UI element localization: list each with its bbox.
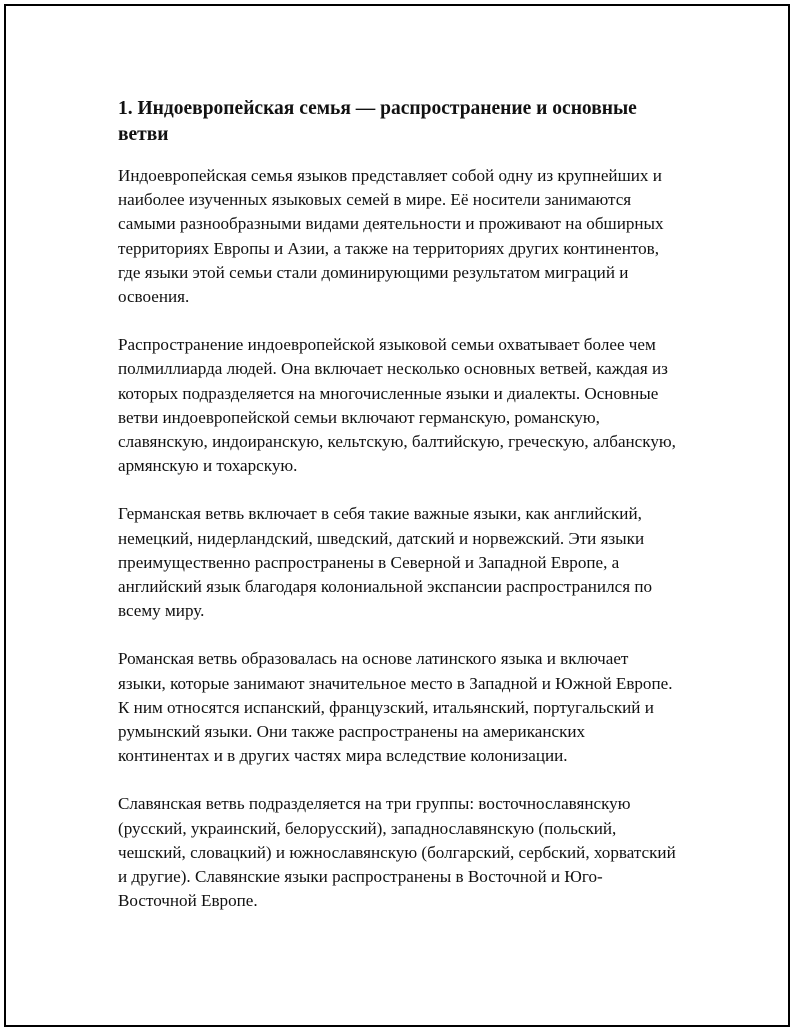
- document-body: [118, 96, 678, 937]
- section-heading: 1. Индоевропейская семья — распространение и основные ветви: [118, 98, 637, 145]
- paragraph-distribution: Распространение индоевропейской языковой семьи охватывает более чем полмиллиарда людей. Она включает несколько основных ветвей, каждая из которых подразделяется на многочисленные языки и диалекты. Основные ветви индоевропейской семьи включают германскую, романскую, славянскую, индоиранскую, кельтскую, балтийскую, греческую, албанскую, армянскую и тохарскую.: [118, 335, 676, 476]
- paragraph-germanic: Германская ветвь включает в себя такие важные языки, как английский, немецкий, нидерландский, шведский, датский и норвежский. Эти языки преимущественно распространены в Северной и Западной Европе, а английский язык благодаря колониальной экспансии распространился по всему миру.: [118, 504, 653, 621]
- paragraph-slavic: Славянская ветвь подразделяется на три группы: восточнославянскую (русский, украинский, белорусский), западнославянскую (польский, чешский, словацкий) и южнославянскую (болгарский, сербский, хорватский и другие). Славянские языки распространены в Восточной и Юго-Восточной Европе.: [118, 794, 676, 911]
- paragraph-romance: Романская ветвь образовалась на основе латинского языка и включает языки, которые занимают значительное место в Западной и Южной Европе. К ним относятся испанский, французский, итальянский, португальский и румынский языки. Они также распространены на американских континентах и в других частях мира вследствие колонизации.: [118, 649, 673, 766]
- paragraph-intro: Индоевропейская семья языков представляет собой одну из крупнейших и наиболее изученных языковых семей в мире. Её носители занимаются самыми разнообразными видами деятельности и проживают на обширных территориях Европы и Азии, а также на территориях других континентов, где языки этой семьи стали доминирующими результатом миграций и освоения.: [118, 166, 664, 307]
